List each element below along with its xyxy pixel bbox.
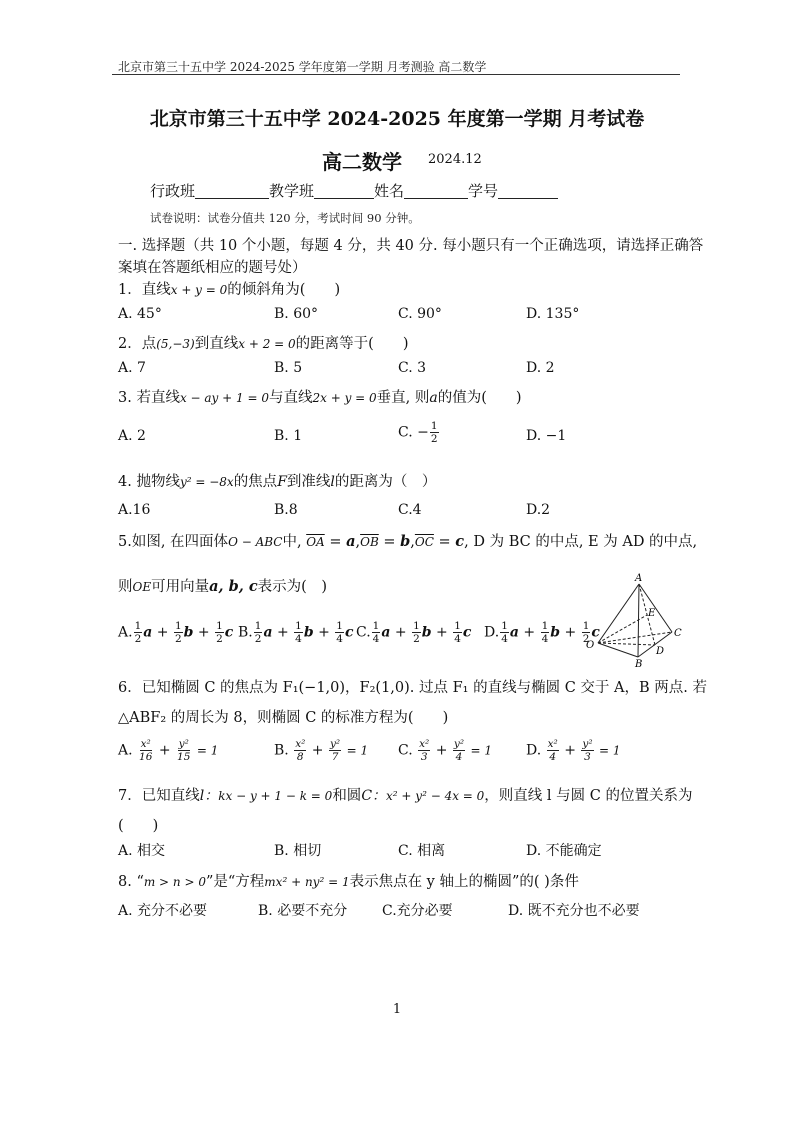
q7-option-c: C. 相离 <box>398 843 446 859</box>
q4-option-d: D.2 <box>526 502 551 518</box>
q8-option-b: B. 必要不充分 <box>258 903 348 919</box>
question-1: 1．直线x + y = 0的倾斜角为( ) <box>118 282 341 298</box>
q5-option-c: C. $\frac{1}{4}$ a + $\frac{1}{2}$ b + $\frac{1}{4}$ c <box>356 620 472 645</box>
page-number: 1 <box>392 1002 402 1017</box>
q2-option-c: C. 3 <box>398 360 427 376</box>
exam-note: 试卷说明：试卷分值共 120 分，考试时间 90 分钟。 <box>150 211 420 225</box>
question-7: 7．已知直线l：kx − y + 1 − k = 0和圆C：x² + y² − 4x = 0，则直线 l 与圆 C 的位置关系为 <box>118 788 693 804</box>
q5-option-b: B. $\frac{1}{2}$ a + $\frac{1}{4}$ b + $\frac{1}{4}$ c <box>238 620 354 645</box>
label-d: D <box>656 646 665 657</box>
q2-option-d: D. 2 <box>526 360 555 376</box>
q3-option-b: B. 1 <box>274 428 303 444</box>
q7-option-a: A. 相交 <box>118 843 166 859</box>
label-e: E <box>648 608 656 619</box>
question-6: 6．已知椭圆 C 的焦点为 F₁(−1,0)，F₂(1,0). 过点 F₁ 的直线与椭圆 C 交于 A，B 两点. 若 <box>118 680 707 696</box>
question-6-line2: △ABF₂ 的周长为 8，则椭圆 C 的标准方程为( ) <box>118 710 449 726</box>
exam-title: 北京市第三十五中学 2024-2025 年度第一学期 月考试卷 <box>149 108 645 130</box>
q6-option-c: C. $\frac{\text{x²}}{3}$ + $\frac{\text{y²}}{4}$ = 1 <box>398 738 493 763</box>
edge-od-dashed <box>598 643 655 645</box>
question-4: 4. 抛物线y² = −8x的焦点F到准线l的距离为（ ） <box>118 474 437 490</box>
edge-oe-dashed <box>598 615 647 643</box>
q3-option-a: A. 2 <box>118 428 146 444</box>
q4-option-c: C.4 <box>398 502 422 518</box>
q1-option-c: C. 90° <box>398 306 442 322</box>
q3-option-d: D. −1 <box>526 428 567 444</box>
exam-date: 2024.12 <box>428 152 482 167</box>
question-8: 8. “m > n > 0”是“方程mx² + ny² = 1表示焦点在 y 轴上的椭圆”的( )条件 <box>118 874 579 890</box>
q1-option-b: B. 60° <box>274 306 319 322</box>
q7-option-b: B. 相切 <box>274 843 322 859</box>
q8-option-c: C.充分必要 <box>382 903 453 919</box>
edge-ac <box>639 584 672 632</box>
q7-option-d: D. 不能确定 <box>526 843 602 859</box>
edge-oc-dashed <box>598 632 672 643</box>
tetrahedron-figure <box>580 570 690 670</box>
q3-option-c: C. − $\frac{1}{2}$ <box>398 420 438 445</box>
fraction: $\frac{1}{2}$ <box>430 420 438 445</box>
field-label-teaching-class: 教学班 <box>269 182 315 200</box>
label-a: A <box>635 573 643 584</box>
question-2: 2．点(5,−3)到直线x + 2 = 0的距离等于( ) <box>118 336 409 352</box>
header-divider <box>112 74 680 75</box>
q5-option-d: D. $\frac{1}{4}$ a + $\frac{1}{4}$ b + $\frac{1}{2}$ c <box>484 620 600 645</box>
q8-option-a: A. 充分不必要 <box>118 903 208 919</box>
q4-option-b: B.8 <box>274 502 298 518</box>
q6-option-d: D. $\frac{\text{x²}}{4}$ + $\frac{\text{y²}}{3}$ = 1 <box>526 738 621 763</box>
student-id-blank[interactable] <box>498 182 558 199</box>
teaching-class-blank[interactable] <box>314 182 374 199</box>
name-blank[interactable] <box>404 182 468 199</box>
exam-subject: 高二数学 <box>322 150 402 174</box>
q2-option-a: A. 7 <box>118 360 146 376</box>
running-header: 北京市第三十五中学 2024-2025 学年度第一学期 月考测验 高二数学 <box>118 60 487 74</box>
field-label-admin-class: 行政班 <box>150 182 196 200</box>
edge-ob <box>598 643 638 657</box>
q5-option-a: A. $\frac{1}{2}$ a + $\frac{1}{2}$ b + $\frac{1}{2}$ c <box>118 620 234 645</box>
section-heading-line2: 案填在答题纸相应的题号处） <box>118 260 307 276</box>
q2-option-b: B. 5 <box>274 360 303 376</box>
admin-class-blank[interactable] <box>195 182 269 199</box>
field-label-student-id: 学号 <box>468 182 499 200</box>
edge-ao <box>598 584 639 643</box>
q6-option-a: A. $\frac{\text{x²}}{16}$ + $\frac{\text{y²}}{15}$ = 1 <box>118 738 219 763</box>
label-b: B <box>635 659 643 670</box>
field-label-name: 姓名 <box>374 182 405 200</box>
question-5-line2: 则OE可用向量a, b, c表示为( ) <box>118 578 327 595</box>
q1-option-a: A. 45° <box>118 306 162 322</box>
question-7-line2: ( ) <box>118 818 159 834</box>
question-5: 5.如图, 在四面体O − ABC中, $\overline{OA} = a,\overline{OB} = b,\overline{OC} = c$, D 为 BC 的中点, E 为 AD 的中点, <box>118 533 698 550</box>
q8-option-d: D. 既不充分也不必要 <box>508 903 640 919</box>
label-o: O <box>586 640 595 651</box>
question-3: 3. 若直线x − ay + 1 = 0与直线2x + y = 0垂直, 则a的值为( ) <box>118 390 522 406</box>
student-info-row <box>150 180 558 201</box>
q1-option-d: D. 135° <box>526 306 580 322</box>
q6-option-b: B. $\frac{\text{x²}}{8}$ + $\frac{\text{y²}}{7}$ = 1 <box>274 738 369 763</box>
section-heading-line1: 一. 选择题（共 10 个小题，每题 4 分，共 40 分. 每小题只有一个正确选项，请选择正确答 <box>118 238 704 254</box>
q4-option-a: A.16 <box>118 502 151 518</box>
label-c: C <box>674 628 682 639</box>
